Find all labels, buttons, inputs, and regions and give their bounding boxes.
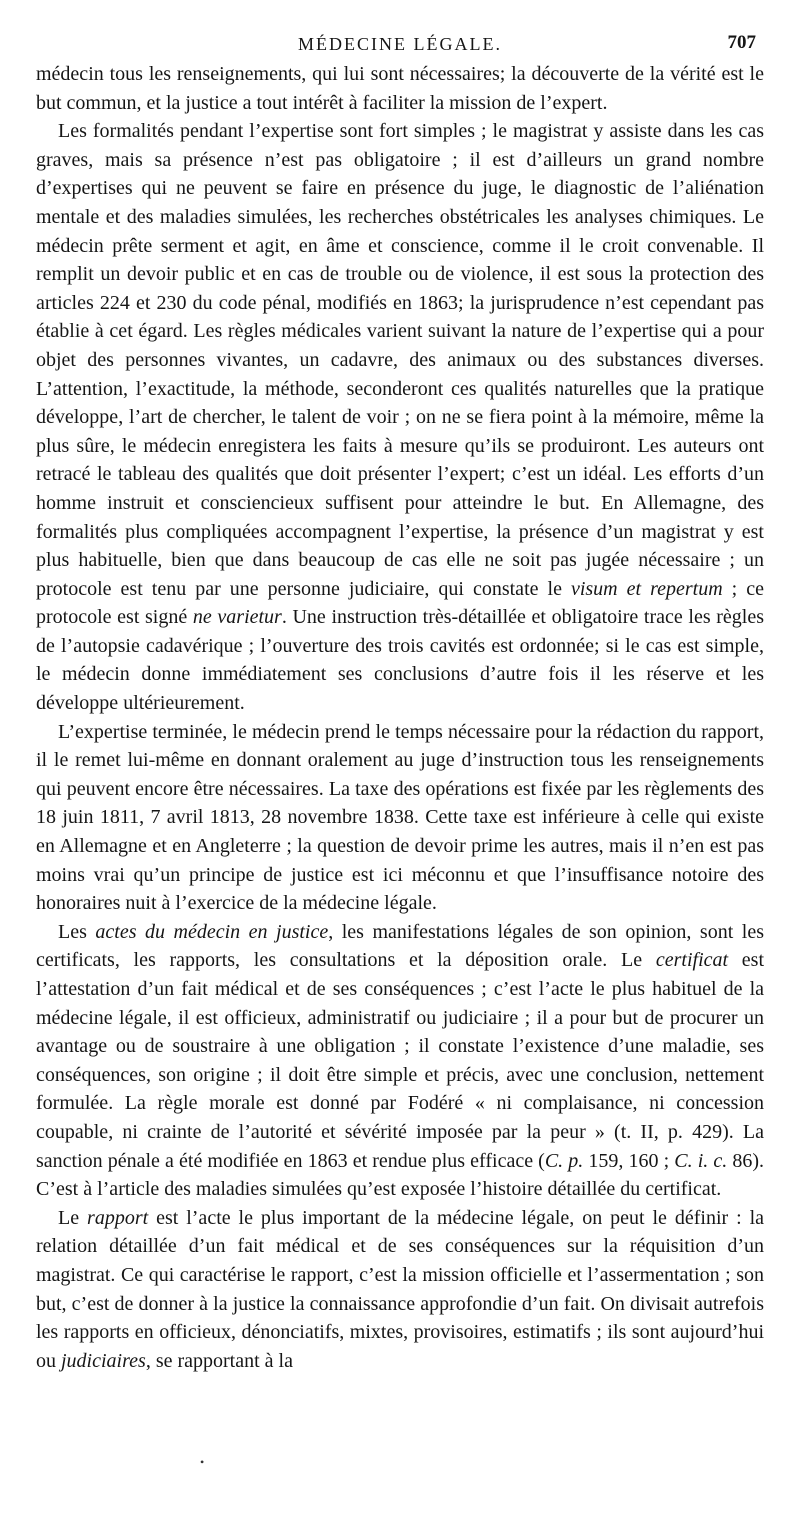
italic-text-run: rapport	[87, 1206, 149, 1229]
italic-text-run: ne varietur	[192, 606, 282, 629]
paragraph-expertise-terminee	[36, 718, 764, 918]
text-run: ; ce protocole est signé	[36, 577, 765, 629]
paragraph-continued	[36, 60, 764, 117]
text-run: 86). C’est à l’article des maladies simulées qu’est exposée l’histoire détaillée du certificat.	[36, 1149, 765, 1201]
running-head: MÉDECINE LÉGALE.	[298, 34, 502, 54]
italic-text-run: certificat	[655, 949, 729, 972]
text-run: . Une instruction très-détaillée et obligatoire trace les règles de l’autopsie cadavérique ; l’ouverture des trois cavités est ordonnée; si le cas est simple, le médecin donne immédiatement ses conclusions d’autre fois il les réserve et les développe ultérieurement.	[36, 606, 764, 715]
text-run: est l’acte le plus important de la médecine légale, on peut le définir : la relation détaillée d’un fait médical et de ses conséquences sur la réquisition d’un magistrat. Ce qui caractérise le rapport, c’est la mission officielle et l’assermentation ; son but, c’est de donner à la justice la connaissance approfondie d’un fait. On divisait autrefois les rapports en officieux, dénonciatifs, mixtes, provisoires, estimatifs ; ils sont aujourd’hui ou	[36, 1206, 765, 1372]
page-header	[36, 30, 764, 60]
text-run: médecin tous les renseignements, qui lui sont nécessaires; la découverte de la vérité est le but commun, et la justice a tout intérêt à faciliter la mission de l’expert.	[36, 63, 764, 114]
italic-text-run: visum et repertum	[570, 577, 723, 600]
italic-text-run: actes du médecin en justice	[95, 920, 329, 943]
text-run: Les	[58, 920, 96, 943]
text-run: 159, 160 ;	[583, 1149, 675, 1172]
paragraph-rapport	[36, 1204, 764, 1376]
text-run: Les formalités pendant l’expertise sont fort simples ; le magistrat y assiste dans les cas graves, mais sa présence n’est pas obligatoire ; il est d’ailleurs un grand nombre d’expertises qui ne peuvent se faire en présence du juge, le diagnostic de l’aliénation mentale et des maladies simulées, les recherches obstétricales les analyses chimiques. Le médecin prête serment et agit, en âme et conscience, comme il le croit convenable. Il remplit un devoir public et en cas de trouble ou de violence, il est sous la protection des articles 224 et 230 du code pénal, modifiés en 1863; la jurisprudence n’est cependant pas établie à cet égard. Les règles médicales varient suivant la nature de l’expertise qui a pour objet des personnes vivantes, un cadavre, des animaux ou des substances diverses. L’attention, l’exactitude, la méthode, seconderont ces qualités naturelles que la pratique développe, l’art de chercher, le talent de voir ; on ne se fiera point à la mémoire, même la plus sûre, le médecin enregistera les faits à mesure qu’ils se produiront. Les auteurs ont retracé le tableau des qualités que doit présenter l’expert; c’est un idéal. Les efforts d’un homme instruit et consciencieux suffisent pour atteindre le but. En Allemagne, des formalités plus compliquées accompagnent l’expertise, la présence d’un magistrat y est plus habituelle, bien que dans beaucoup de cas elle ne soit pas jugée nécessaire ; un protocole est tenu par une personne judiciaire, qui constate le	[36, 120, 764, 600]
text-run: est l’attestation d’un fait médical et de ses conséquences ; c’est l’acte le plus habituel de la médecine légale, il est officieux, administratif ou judiciaire ; il a pour but de procurer un avantage ou de soustraire à une obligation ; il constate l’existence d’une maladie, ses conséquences, son origine ; il doit être simple et précis, avec une conclusion, nettement formulée. La règle morale est donné par Fodéré « ni complaisance, ni concession coupable, ni crainte de l’autorité et sévérité imposée par la peur » (t. II, p. 429). La sanction pénale a été modifiée en 1863 et rendue plus efficace (	[36, 949, 765, 1172]
italic-text-run: C. i. c.	[674, 1149, 728, 1172]
italic-text-run: judiciaires	[61, 1349, 146, 1372]
footer-mark: •	[200, 1455, 205, 1469]
text-run: Le	[58, 1206, 88, 1229]
paragraph-actes-du-medecin	[36, 918, 764, 1204]
text-run: , les manifestations légales de son opinion, sont les certificats, les rapports, les consultations et la déposition orale. Le	[36, 920, 764, 972]
page-number: 707	[727, 32, 756, 53]
italic-text-run: C. p.	[544, 1149, 584, 1172]
text-run: , se rapportant à la	[145, 1349, 293, 1372]
paragraph-formalites	[36, 117, 764, 717]
body-text	[36, 60, 764, 1375]
text-run: L’expertise terminée, le médecin prend le temps nécessaire pour la rédaction du rapport, il le remet lui-même en donnant oralement au juge d’instruction tous les renseignements qui peuvent encore être nécessaires. La taxe des opérations est fixée par les règlements des 18 juin 1811, 7 avril 1813, 28 novembre 1838. Cette taxe est inférieure à celle qui existe en Allemagne et en Angleterre ; la question de devoir prime les autres, mais il n’en est pas moins vrai qu’un principe de justice est ici méconnu et que l’insuffisance notoire des honoraires nuit à l’exercice de la médecine légale.	[36, 720, 764, 915]
